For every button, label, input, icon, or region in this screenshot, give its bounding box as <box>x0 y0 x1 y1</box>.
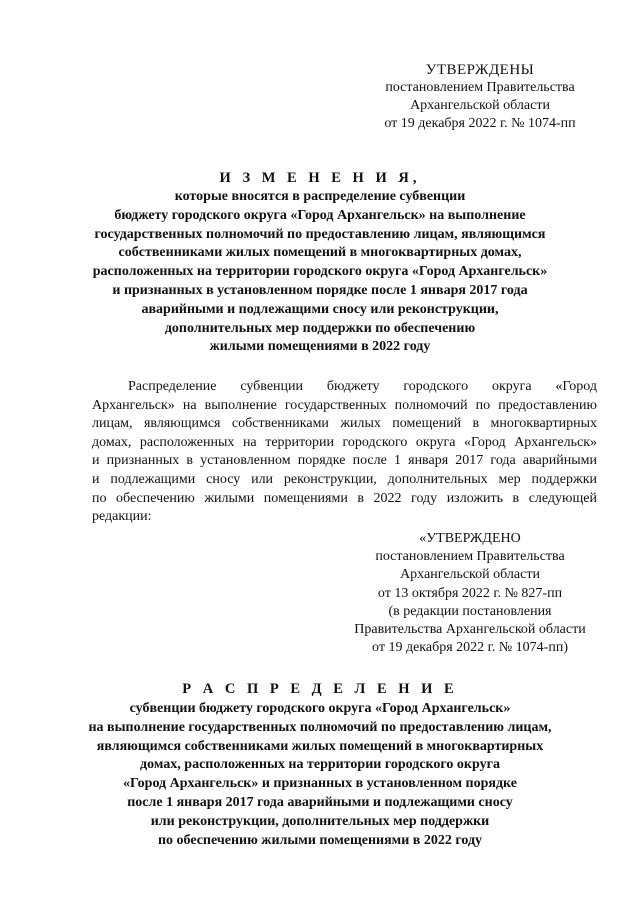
paragraph-line: и признанных в установленном порядке после 1 января 2017 года аварийными <box>92 453 597 469</box>
paragraph-line: редакции: <box>92 509 152 525</box>
approval-line: Архангельской области <box>400 567 540 583</box>
approval-stamp <box>360 61 600 133</box>
subtitle-line: по обеспечению жилыми помещениями в 2022 году <box>157 832 483 848</box>
subtitle-line: аварийными и подлежащими сносу или реконструкции, <box>141 301 499 317</box>
approval-stamp-quoted <box>330 530 610 657</box>
approval-line: Архангельской области <box>410 98 550 113</box>
subtitle-line: субвенции бюджету городского округа «Город Архангельск» <box>129 701 511 716</box>
subtitle-line: являющимся собственниками жилых помещений в многоквартирных <box>96 738 544 754</box>
subtitle-line: и признанных в установленном порядке после 1 января 2017 года <box>112 282 528 298</box>
distribution-subtitle <box>70 700 570 850</box>
approval-line: от 13 октября 2022 г. № 827-пп <box>377 585 563 601</box>
changes-subtitle <box>80 188 560 357</box>
paragraph-line: Распределение субвенции бюджету городского округа «Город <box>128 379 597 394</box>
subtitle-line: которые вносятся в распределение субвенции <box>174 189 466 204</box>
subtitle-line: собственниками жилых помещений в многоквартирных домах, <box>118 245 522 261</box>
subtitle-line: или реконструкции, дополнительных мер поддержки <box>150 813 490 829</box>
approval-line: (в редакции постановления <box>388 603 552 619</box>
body-paragraph <box>92 378 597 527</box>
subtitle-line: после 1 января 2017 года аварийными и подлежащими сносу <box>127 794 513 810</box>
distribution-title: Р А С П Р Е Д Е Л Е Н И Е <box>182 681 458 697</box>
approval-line: от 19 декабря 2022 г. № 1074-пп <box>384 116 576 131</box>
subtitle-line: государственных полномочий по предоставлению лицам, являющимся <box>94 226 546 242</box>
subtitle-line: домах, расположенных на территории городского округа <box>140 757 500 773</box>
paragraph-line: и подлежащими сносу или реконструкции, дополнительных мер поддержки <box>92 471 597 487</box>
approval-line: постановлением Правительства <box>375 549 565 565</box>
approval-line: постановлением Правительства <box>385 80 575 95</box>
subtitle-line: бюджету городского округа «Город Архангельск» на выполнение <box>114 207 526 223</box>
approval-line: «УТВЕРЖДЕНО <box>419 531 521 546</box>
subtitle-line: дополнительных мер поддержки по обеспечению <box>164 320 476 336</box>
paragraph-line: Архангельск» на выполнение государственных полномочий по предоставлению <box>92 397 597 413</box>
approval-line: от 19 декабря 2022 г. № 1074-пп) <box>372 640 568 656</box>
subtitle-line: расположенных на территории городского округа «Город Архангельск» <box>92 264 548 280</box>
approval-heading: УТВЕРЖДЕНЫ <box>425 62 535 78</box>
changes-title: И З М Е Н Е Н И Я, <box>219 170 421 186</box>
subtitle-line: жилыми помещениями в 2022 году <box>209 339 431 355</box>
paragraph-line: домах, расположенных на территории городского округа «Город Архангельск» <box>92 434 597 450</box>
subtitle-line: на выполнение государственных полномочий по предоставлению лицам, <box>88 719 552 735</box>
approval-line: Правительства Архангельской области <box>354 622 586 638</box>
paragraph-line: по обеспечению жилыми помещениями в 2022 году изложить в следующей <box>92 490 597 506</box>
subtitle-line: «Город Архангельск» и признанных в установленном порядке <box>123 776 517 792</box>
paragraph-line: лицам, являющимся собственниками жилых помещений в многоквартирных <box>92 416 597 432</box>
